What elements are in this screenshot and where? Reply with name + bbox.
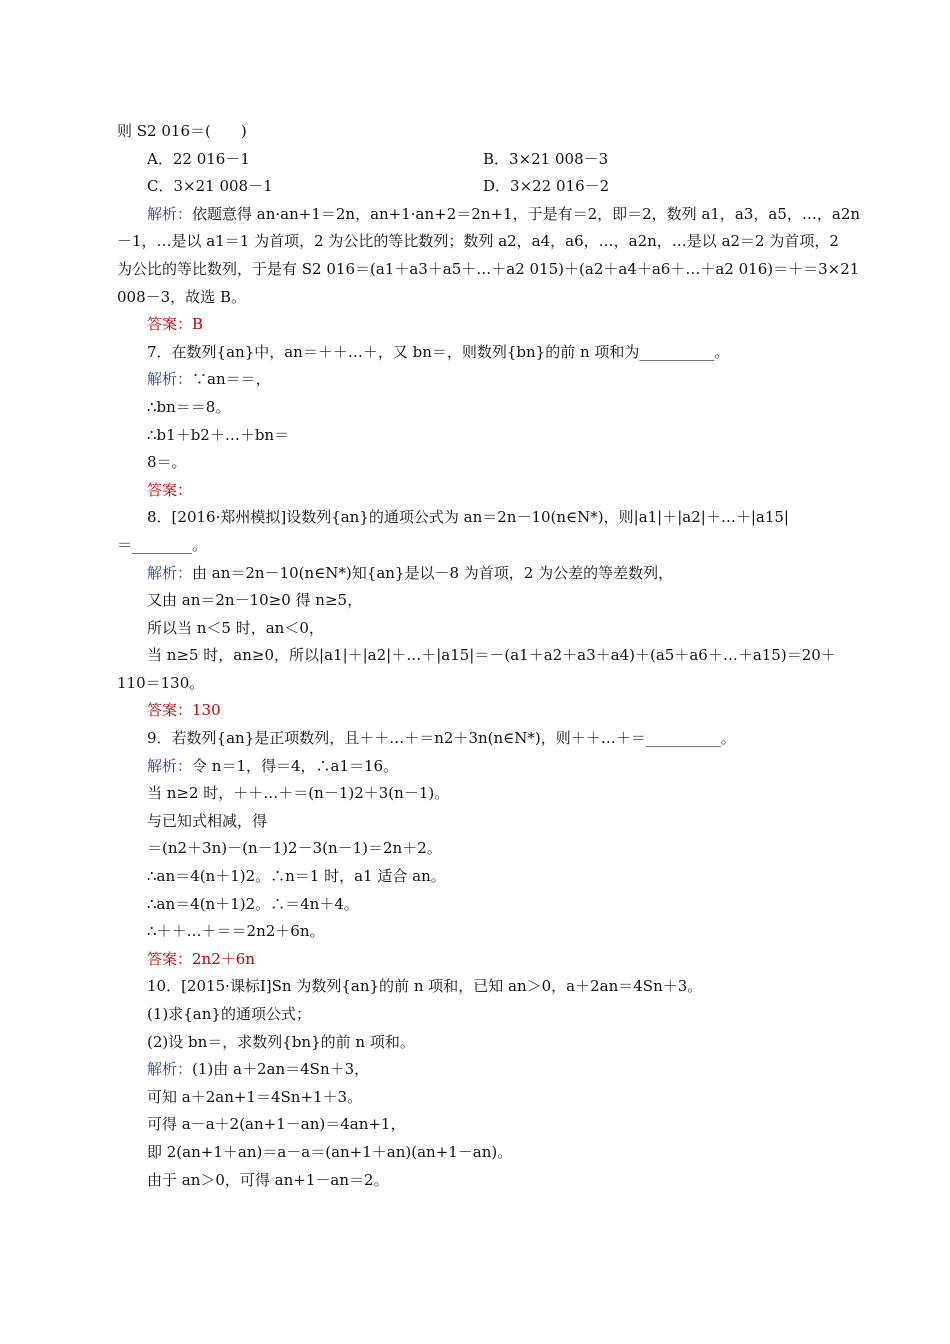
line-text: ∴an＝4(n＋1)2。∴n＝1 时，a1 适合 an。: [147, 867, 446, 886]
answer-option: B．3×21 008－3: [483, 149, 609, 168]
line-text: ＝(n2＋3n)－(n－1)2－3(n－1)＝2n＋2。: [147, 839, 442, 858]
text-line: [117, 587, 837, 615]
text-line: [117, 670, 837, 698]
answer-label: 答案：: [147, 315, 193, 334]
answer-option: A．22 016－1: [147, 149, 250, 168]
line-text: 7．在数列{an}中，an＝＋＋…＋，又 bn＝，则数列{bn}的前 n 项和为__________。: [147, 342, 730, 361]
line-text: ∴b1＋b2＋…＋bn＝: [147, 425, 290, 444]
line-text: 8＝。: [147, 453, 187, 472]
text-line: [117, 201, 861, 229]
text-line: [117, 973, 837, 1001]
text-line: [117, 504, 837, 532]
text-line: [117, 753, 837, 781]
document-page: [117, 118, 861, 1194]
text-line: [117, 835, 837, 863]
answer-option: C．3×21 008－1: [147, 177, 273, 196]
line-text: ＝________。: [117, 535, 208, 554]
answer-options-row: [117, 173, 837, 201]
text-line: [117, 1029, 837, 1057]
line-text: 2n2＋6n: [192, 949, 255, 968]
answer-option: D．3×22 016－2: [483, 177, 610, 196]
text-line: [117, 1084, 837, 1112]
text-line: [117, 918, 837, 946]
line-text: 与已知式相减，得: [147, 811, 268, 830]
line-text: 当 n≥2 时，＋＋…＋＝(n－1)2＋3(n－1)。: [147, 784, 450, 803]
line-text: 当 n≥5 时，an≥0，所以|a1|＋|a2|＋…＋|a15|＝－(a1＋a2＋a3＋a4)＋(a5＋a6＋…＋a15)＝20＋: [147, 646, 836, 665]
line-text: B: [192, 315, 204, 334]
text-line: [117, 118, 837, 146]
text-line: [117, 891, 837, 919]
answer-options-row: [117, 146, 837, 174]
text-line: [117, 366, 837, 394]
line-text: 9．若数列{an}是正项数列，且＋＋…＋＝n2＋3n(n∈N*)，则＋＋…＋＝__________。: [147, 729, 736, 748]
text-line: [117, 339, 837, 367]
line-text: (1)由 a＋2an＝4Sn＋3，: [192, 1060, 370, 1079]
text-line: [117, 449, 837, 477]
line-text: ∴＋＋…＋＝＝2n2＋6n。: [147, 922, 325, 941]
analysis-label: 解析：: [147, 1060, 193, 1079]
analysis-label: 解析：: [147, 756, 193, 775]
text-line: [117, 863, 837, 891]
text-line: [117, 1111, 837, 1139]
line-text: 由于 an＞0，可得 an+1－an＝2。: [147, 1170, 389, 1189]
text-line: [117, 615, 837, 643]
answer-label: 答案：: [147, 701, 193, 720]
text-line: [117, 284, 837, 312]
line-text: 所以当 n＜5 时，an＜0，: [147, 618, 324, 637]
line-text: 依题意得 an·an+1＝2n，an+1·an+2＝2n+1，于是有＝2，即＝2，数列 a1，a3，a5，…，a2n: [192, 204, 861, 223]
text-line: [117, 725, 837, 753]
line-text: (1)求{an}的通项公式；: [147, 1005, 311, 1023]
line-text: 又由 an＝2n－10≥0 得 n≥5，: [147, 591, 363, 610]
line-text: 130: [192, 701, 221, 720]
line-text: 008－3，故选 B。: [117, 287, 246, 306]
answer-label: 答案：: [147, 949, 193, 968]
text-line: [117, 1167, 837, 1195]
text-line: [117, 1056, 837, 1084]
text-line: [117, 394, 837, 422]
line-text: 110＝130。: [117, 673, 205, 692]
line-text: (2)设 bn＝，求数列{bn}的前 n 项和。: [147, 1032, 415, 1051]
text-line: [117, 780, 837, 808]
text-line: [117, 946, 837, 974]
line-text: ∴bn＝＝8。: [147, 397, 231, 416]
text-line: [117, 256, 860, 284]
analysis-label: 解析：: [147, 563, 193, 582]
text-line: [117, 311, 837, 339]
line-text: ∴an＝4(n＋1)2。∴＝4n＋4。: [147, 894, 359, 913]
text-line: [117, 532, 837, 560]
line-text: 即 2(an+1＋an)＝a－a＝(an+1＋an)(an+1－an)。: [147, 1142, 513, 1161]
text-line: [117, 422, 837, 450]
text-line: [117, 560, 837, 588]
line-text: 可得 a－a＋2(an+1－an)＝4an+1，: [147, 1115, 406, 1134]
line-text: －1，…是以 a1＝1 为首项，2 为公比的等比数列；数列 a2，a4，a6，…，a2n，…是以 a2＝2 为首项，2: [117, 232, 839, 251]
line-text: 令 n＝1，得＝4，∴a1＝16。: [192, 756, 399, 775]
line-text: 由 an＝2n－10(n∈N*)知{an}是以－8 为首项，2 为公差的等差数列，: [192, 563, 674, 582]
answer-label: 答案：: [147, 480, 193, 499]
text-line: [117, 1139, 837, 1167]
text-line: [117, 1001, 837, 1029]
text-line: [117, 642, 837, 670]
line-text: 则 S2 016＝( ): [117, 122, 247, 140]
text-line: [117, 697, 837, 725]
analysis-label: 解析：: [147, 370, 193, 389]
text-line: [117, 808, 837, 836]
text-line: [117, 228, 837, 256]
line-text: 为公比的等比数列，于是有 S2 016＝(a1＋a3＋a5＋…＋a2 015)＋(a2＋a4＋a6＋…＋a2 016)＝＋＝3×21: [117, 259, 860, 278]
text-line: [117, 477, 837, 505]
line-text: 8．[2016·郑州模拟]设数列{an}的通项公式为 an＝2n－10(n∈N*)，则|a1|＋|a2|＋…＋|a15|: [147, 508, 789, 527]
analysis-label: 解析：: [147, 204, 193, 223]
line-text: ∵an＝＝，: [192, 370, 271, 389]
line-text: 可知 a＋2an+1＝4Sn+1＋3。: [147, 1087, 363, 1106]
line-text: 10．[2015·课标Ⅰ]Sn 为数列{an}的前 n 项和，已知 an＞0，a＋2an＝4Sn＋3。: [147, 977, 703, 996]
